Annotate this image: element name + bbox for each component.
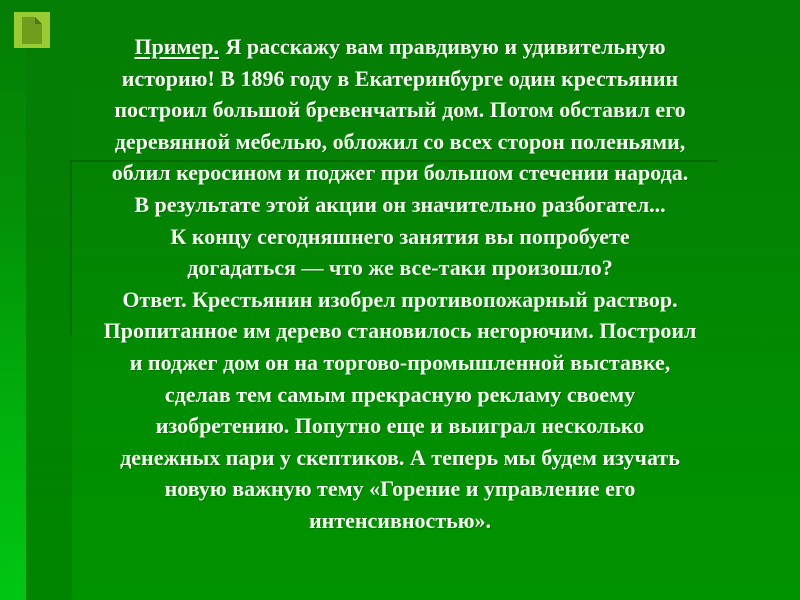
text-line: догадаться — что же все-таки произошло? [187,255,613,281]
underlined-lead-word: Пример. [134,34,219,59]
text-line: и поджег дом он на торгово-промышленной выставке, [129,349,671,375]
text-line: денежных пари у скептиков. А теперь мы будем изучать [120,444,680,470]
text-line: К концу сегодняшнего занятия вы попробуете [170,223,630,249]
text-line: новую важную тему «Горение и управление его [164,476,636,502]
text-line: историю! В 1896 году в Екатеринбурге один крестьянин [121,65,679,91]
text-line: В результате этой акции он значительно разбогател... [134,191,666,217]
text-line [14,31,786,63]
text-line: деревянной мебелью, обложил со всех сторон поленьями, [114,128,686,154]
text-line: сделав тем самым прекрасную рекламу своему [164,381,636,407]
text-line: Пропитанное им дерево становилось негорючим. Построил [103,318,697,344]
text-line: Ответ. Крестьянин изобрел противопожарный раствор. [122,286,678,312]
text-line-rest: Я расскажу вам правдивую и удивительную [225,34,666,59]
document-fold-corner [35,17,42,24]
text-line: изобретению. Попутно еще и выиграл несколько [155,413,645,439]
text-line: построил большой бревенчатый дом. Потом обставил его [114,97,686,123]
text-line: облил керосином и поджег при большом стечении народа. [111,160,689,186]
text-line: интенсивностью». [308,507,492,533]
slide-text-block [14,31,786,537]
